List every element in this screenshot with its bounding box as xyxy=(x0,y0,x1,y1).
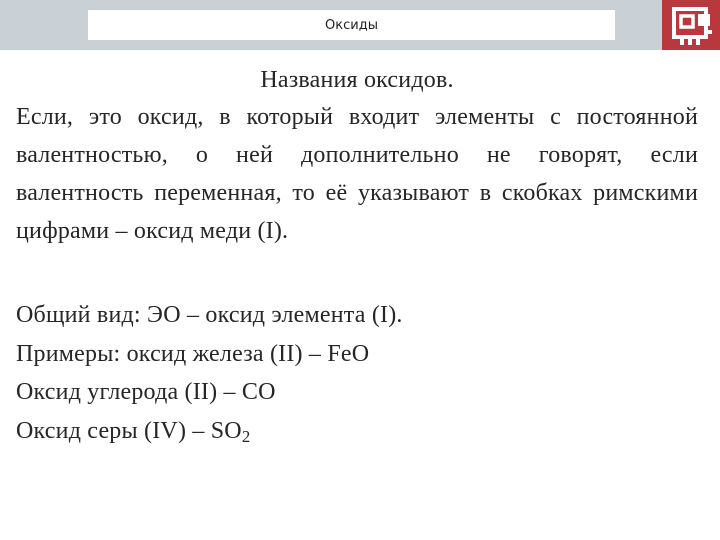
circuit-chip-icon xyxy=(671,4,713,46)
example-iron-oxide-line: Примеры: оксид железа (II) – FeO xyxy=(16,340,370,367)
slide-body xyxy=(16,62,698,450)
slide-title xyxy=(88,10,615,40)
section-heading: Названия оксидов. xyxy=(260,67,454,93)
sulfur-oxide-text: Оксид серы (IV) – SO xyxy=(16,417,242,444)
subscript-two: 2 xyxy=(241,426,251,446)
example-carbon-oxide-line: Оксид углерода (II) – CO xyxy=(16,379,276,405)
general-form-line: Общий вид: ЭО – оксид элемента (I). xyxy=(16,302,403,328)
slide-title-text: Оксиды xyxy=(325,17,378,33)
header-band xyxy=(0,0,720,50)
example-sulfur-oxide-line xyxy=(16,412,698,451)
explanation-paragraph: Если, это оксид, в который входит элементы с постоянной валентностью, о ней дополнительно не говорят, если валентность переменная, то её указывают в скобках римскими цифрами – оксид меди (I). xyxy=(16,104,698,244)
examples-block xyxy=(16,296,698,450)
